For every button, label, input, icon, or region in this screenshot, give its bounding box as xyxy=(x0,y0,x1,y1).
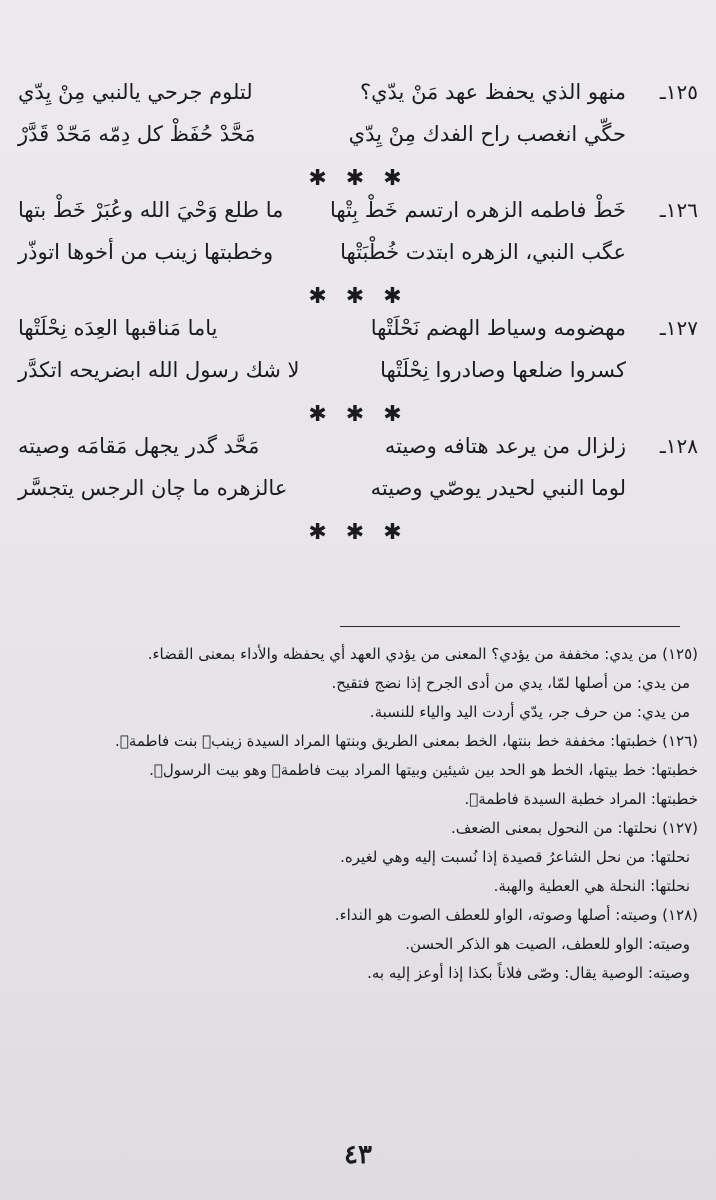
verse-first-hemistich: عگب النبي، الزهره ابتدت خُطْبَتْها xyxy=(340,240,626,264)
stanza-separator: ✱ ✱ ✱ xyxy=(308,402,408,427)
verse-first-hemistich: كسروا ضلعها وصادروا نِحْلَتْها xyxy=(380,358,626,382)
footnote: (١٢٥) من يدي: مخففة من يؤدي؟ المعنى من يؤدي العهد أي يحفظه والأداء بمعنى القضاء. xyxy=(147,645,698,663)
verse-second-hemistich: عالزهره ما چان الرجس يتجسَّر xyxy=(18,476,288,500)
verse-number: ١٢٧ـ xyxy=(659,316,698,340)
verse-line xyxy=(18,316,698,358)
verse-second-hemistich: ياما مَناقبها العِدَه نِحْلَتْها xyxy=(18,316,218,340)
verse-number: ١٢٨ـ xyxy=(659,434,698,458)
stanza-125 xyxy=(18,80,698,198)
footnote: وصيته: الواو للعطف، الصيت هو الذكر الحسن. xyxy=(405,935,690,953)
footnote: وصيته: الوصية يقال: وصّى فلاناً بكذا إذا أوعز إليه به. xyxy=(367,964,690,982)
verse-second-hemistich: ما طلع وَحْيَ الله وعُبَرْ خَطْ بتها xyxy=(18,198,284,222)
stanza-126 xyxy=(18,198,698,316)
footnote: من يدي: من أصلها لمّا، يدي من أدى الجرح إذا نضج فتقيح. xyxy=(331,674,690,692)
verse-first-hemistich: حگّي انغصب راح الفدك مِنْ يِدّي xyxy=(348,122,626,146)
verse-number: ١٢٦ـ xyxy=(659,198,698,222)
verse-second-hemistich: مَحَّدْ حُفَظْ كل دِمّه مَحّدْ قَدَّرْ xyxy=(18,122,256,146)
verse-line xyxy=(18,476,698,518)
verse-second-hemistich: مَحَّد گدر يجهل مَقامَه وصيته xyxy=(18,434,260,458)
footnote: خطبتها: المراد خطبة السيدة فاطمة﷤. xyxy=(464,790,698,808)
verse-first-hemistich: خَطْ فاطمه الزهره ارتسم خَطْ بِتْها xyxy=(329,198,626,222)
footnote: (١٢٨) وصيته: أصلها وصوته، الواو للعطف الصوت هو النداء. xyxy=(334,906,698,924)
footnote: خطبتها: خط بيتها، الخط هو الحد بين شيئين وبيتها المراد بيت فاطمة﷤ وهو بيت الرسول﷤. xyxy=(149,761,698,779)
verse-second-hemistich: وخطبتها زينب من أخوها اتوذّر xyxy=(18,240,274,264)
stanza-128 xyxy=(18,434,698,552)
verse-second-hemistich: لتلوم جرحي يالنبي مِنْ يِدّي xyxy=(18,80,253,104)
footnote: (١٢٧) نحلتها: من النحول بمعنى الضعف. xyxy=(450,819,698,837)
verse-line xyxy=(18,240,698,282)
verse-first-hemistich: مهضومه وسياط الهضم نَحْلَتْها xyxy=(370,316,626,340)
verse-line xyxy=(18,434,698,476)
footnote: نحلتها: النحلة هي العطية والهبة. xyxy=(493,877,690,895)
verse-second-hemistich: لا شك رسول الله ابضريحه اتكدَّر xyxy=(18,358,300,382)
page-number: ٤٣ xyxy=(344,1140,372,1170)
verse-first-hemistich: منهو الذي يحفظ عهد مَنْ يدّي؟ xyxy=(359,80,626,104)
footnote: من يدي: من حرف جر، يدّي أردت اليد والياء للنسبة. xyxy=(369,703,690,721)
footnote: نحلتها: من نحل الشاعرُ قصيدة إذا نُسبت إليه وهي لغيره. xyxy=(340,848,690,866)
stanza-separator: ✱ ✱ ✱ xyxy=(308,284,408,309)
verse-line xyxy=(18,122,698,164)
footnotes xyxy=(24,640,698,988)
stanza-separator: ✱ ✱ ✱ xyxy=(308,166,408,191)
footnote-divider xyxy=(340,626,680,627)
stanza-separator: ✱ ✱ ✱ xyxy=(308,520,408,545)
verse-first-hemistich: لوما النبي لحيدر يوصّي وصيته xyxy=(370,476,626,500)
poem-verses xyxy=(18,80,698,552)
verse-number: ١٢٥ـ xyxy=(659,80,698,104)
stanza-127 xyxy=(18,316,698,434)
verse-line xyxy=(18,198,698,240)
verse-first-hemistich: زلزال من يرعد هتافه وصيته xyxy=(384,434,626,458)
verse-line xyxy=(18,358,698,400)
verse-line xyxy=(18,80,698,122)
footnote: (١٢٦) خطبتها: مخففة خط بنتها، الخط بمعنى الطريق وبنتها المراد السيدة زينب﷤ بنت فاطمة﷤. xyxy=(115,732,698,750)
